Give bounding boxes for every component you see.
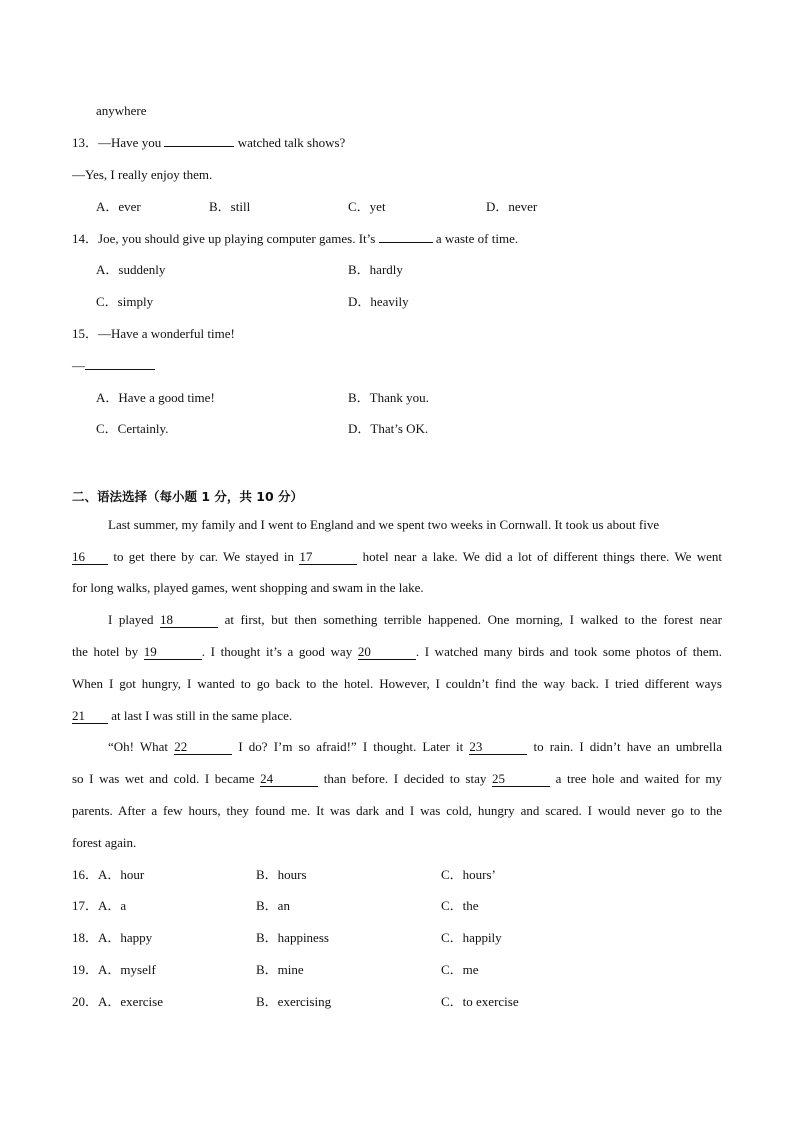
passage-p2-line3: When I got hungry, I wanted to go back to the hotel. However, I couldn’t find the way back. I tried different ways [72,676,722,691]
blank-20[interactable]: 20 [358,645,416,660]
question-13 [72,135,345,151]
passage-p1-line1: Last summer, my family and I went to England and we spent two weeks in Cornwall. It took us about five [108,517,660,532]
passage-text: . I thought it’s a good way [201,644,353,659]
option-b[interactable]: B．mine [256,962,304,977]
passage-p2-line2 [72,644,722,660]
question-number: 16． [72,867,99,882]
answer-blank[interactable] [85,369,155,370]
blank-23[interactable]: 23 [469,740,527,755]
blank-24[interactable]: 24 [260,772,318,787]
answer-row-16 [72,867,144,883]
option-b[interactable]: B．still [209,199,251,214]
passage-text: to get there by car. We stayed in [113,549,294,564]
question-prefix: —Have you [98,135,162,150]
option-c[interactable]: C．yet [348,199,386,214]
option-b[interactable]: B．Thank you. [348,390,429,405]
passage-text: so I was wet and cold. I became [72,771,255,786]
option-a[interactable]: A．suddenly [96,262,166,277]
question-number: 17． [72,898,99,913]
passage-text: I played [108,612,154,627]
question-13-reply: —Yes, I really enjoy them. [72,167,213,182]
passage-text: at last I was still in the same place. [111,708,293,723]
question-number: 20． [72,994,99,1009]
passage-p1-line3: for long walks, played games, went shopping and swam in the lake. [72,580,424,595]
question-14 [72,231,518,247]
question-suffix: watched talk shows? [237,135,346,150]
option-d[interactable]: D．heavily [348,294,409,309]
answer-row-18 [72,930,152,946]
blank-25[interactable]: 25 [492,772,550,787]
option-b[interactable]: B．exercising [256,994,332,1009]
answer-blank[interactable] [379,242,433,243]
option-c[interactable]: C．the [441,898,479,913]
question-prefix: Joe, you should give up playing computer games. It’s [98,231,376,246]
option-a[interactable]: A．exercise [98,994,163,1009]
blank-19[interactable]: 19 [144,645,202,660]
passage-p3-line2 [72,771,722,787]
option-a[interactable]: A．a [98,898,127,913]
option-c[interactable]: C．Certainly. [96,421,169,436]
passage-text: than before. I decided to stay [323,771,487,786]
option-a[interactable]: A．ever [96,199,141,214]
passage-text: a tree hole and waited for my [555,771,723,786]
answer-blank[interactable] [164,146,234,147]
passage-text: at first, but then something terrible happened. One morning, I walked to the forest near [224,612,723,627]
blank-21[interactable]: 21 [72,709,108,724]
question-number: 15． [72,326,99,341]
option-c[interactable]: C．simply [96,294,154,309]
passage-p3-line4: forest again. [72,835,137,850]
question-15-reply [72,358,155,374]
option-c[interactable]: C．happily [441,930,502,945]
option-a[interactable]: A．hour [98,867,145,882]
blank-18[interactable]: 18 [160,613,218,628]
passage-p3-line1 [108,739,722,755]
question-15 [72,326,235,342]
passage-text: hotel near a lake. We did a lot of different things there. We went [362,549,723,564]
reply-dash: — [72,358,85,373]
answer-row-17 [72,898,126,914]
passage-p1-line2 [72,549,722,565]
passage-text: “Oh! What [108,739,169,754]
option-c[interactable]: C．me [441,962,479,977]
option-b[interactable]: B．an [256,898,290,913]
option-a[interactable]: A．myself [98,962,156,977]
option-c[interactable]: C．hours’ [441,867,496,882]
option-b[interactable]: B．happiness [256,930,329,945]
passage-text: I do? I’m so afraid!” I thought. Later it [238,739,464,754]
option-d[interactable]: D．That’s OK. [348,421,429,436]
blank-16[interactable]: 16 [72,550,108,565]
answer-row-20 [72,994,163,1010]
passage-text: . I watched many birds and took some photos of them. [415,644,722,659]
passage-p2-line1 [108,612,722,628]
option-c[interactable]: C．to exercise [441,994,519,1009]
passage-text: the hotel by [72,644,139,659]
question-prompt: —Have a wonderful time! [98,326,235,341]
passage-p3-line3: parents. After a few hours, they found me. It was dark and I was cold, hungry and scared. I would never go to the [72,803,722,818]
passage-p2-line4 [72,708,292,724]
section-heading: 二、语法选择（每小题 1 分，共 10 分） [72,489,304,504]
blank-17[interactable]: 17 [299,550,357,565]
passage-text: to rain. I didn’t have an umbrella [533,739,723,754]
answer-row-19 [72,962,156,978]
option-b[interactable]: B．hardly [348,262,403,277]
q12-tail: anywhere [96,103,147,118]
question-number: 18． [72,930,99,945]
option-a[interactable]: A．happy [98,930,153,945]
question-number: 14． [72,231,99,246]
option-a[interactable]: A．Have a good time! [96,390,215,405]
question-number: 19． [72,962,99,977]
option-b[interactable]: B．hours [256,867,307,882]
question-number: 13． [72,135,99,150]
option-d[interactable]: D．never [486,199,538,214]
question-suffix: a waste of time. [435,231,519,246]
blank-22[interactable]: 22 [174,740,232,755]
